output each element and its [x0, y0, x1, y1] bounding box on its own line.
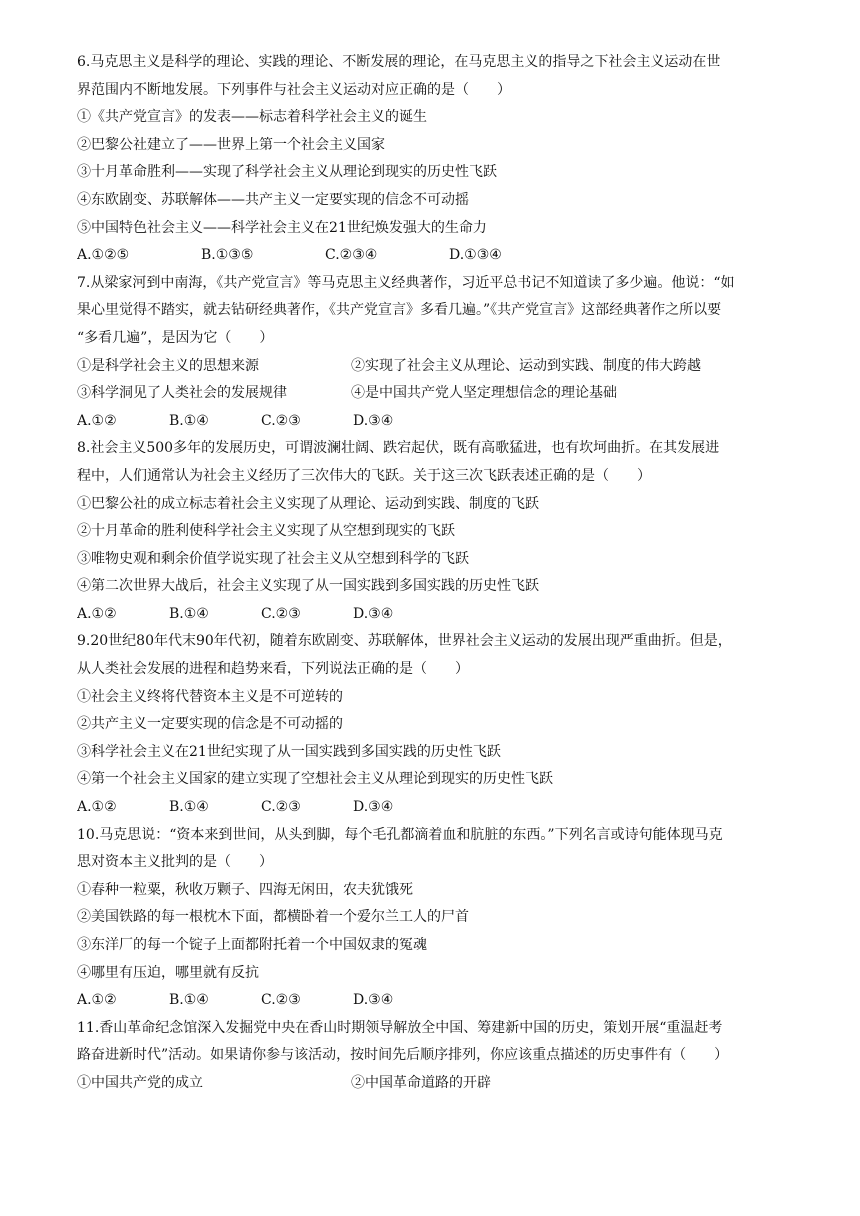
answer-options	[77, 408, 820, 436]
option-a: A.①②	[77, 412, 117, 429]
option-c: C.②③	[261, 992, 301, 1009]
statement-item: ④是中国共产党人坚定理想信念的理论基础	[351, 385, 617, 402]
question-stem-line: 程中，人们通常认为社会主义经历了三次伟大的飞跃。关于这三次飞跃表述正确的是（ ）	[77, 467, 651, 484]
statement-item: ④第一个社会主义国家的建立实现了空想社会主义从理论到现实的历史性飞跃	[77, 771, 553, 788]
question-stem-line: 7.从梁家河到中南海，《共产党宣言》等马克思主义经典著作，习近平总书记不知道读了多少遍。他说：“如	[77, 274, 735, 291]
statement-item: ②十月革命的胜利使科学社会主义实现了从空想到现实的飞跃	[77, 523, 455, 540]
statement-item: ①巴黎公社的成立标志着社会主义实现了从理论、运动到实践、制度的飞跃	[77, 495, 539, 512]
option-b: B.①④	[169, 605, 209, 622]
question-9	[77, 628, 820, 821]
question-stem-line: 10.马克思说：“资本来到世间，从头到脚，每个毛孔都滴着血和肮脏的东西。”下列名言或诗句能体现马克	[77, 826, 723, 843]
option-b: B.①④	[169, 799, 209, 816]
question-stem-line: 从人类社会发展的进程和趋势来看，下列说法正确的是（ ）	[77, 661, 469, 678]
question-stem-line: “多看几遍”，是因为它（ ）	[77, 329, 274, 346]
answer-options	[77, 601, 820, 629]
question-11	[77, 1015, 820, 1098]
option-a: A.①②	[77, 992, 117, 1009]
statement-item: ②美国铁路的每一根枕木下面，都横卧着一个爱尔兰工人的尸首	[77, 909, 469, 926]
statement-item: ①社会主义终将代替资本主义是不可逆转的	[77, 688, 343, 705]
question-stem-line: 11.香山革命纪念馆深入发掘党中央在香山时期领导解放全中国、筹建新中国的历史，策划开展“重温赶考	[77, 1019, 723, 1036]
statement-item: ①是科学社会主义的思想来源	[77, 357, 259, 374]
option-d: D.③④	[353, 412, 394, 429]
option-b: B.①④	[169, 412, 209, 429]
statement-row	[77, 1070, 820, 1098]
statement-item: ③科学社会主义在21世纪实现了从一国实践到多国实践的历史性飞跃	[77, 743, 501, 760]
statement-item: ②巴黎公社建立了——世界上第一个社会主义国家	[77, 136, 385, 153]
statement-item: ②实现了社会主义从理论、运动到实践、制度的伟大跨越	[351, 357, 701, 374]
option-d: D.③④	[353, 992, 394, 1009]
question-stem-line: 路奋进新时代”活动。如果请你参与该活动，按时间先后顺序排列，你应该重点描述的历史事件有（ ）	[77, 1047, 729, 1064]
statement-item: ④东欧剧变、苏联解体——共产主义一定要实现的信念不可动摇	[77, 191, 469, 208]
question-10	[77, 822, 820, 1015]
statement-item: ③东洋厂的每一个锭子上面都附托着一个中国奴隶的冤魂	[77, 937, 427, 953]
statement-item: ③十月革命胜利——实现了科学社会主义从理论到现实的历史性飞跃	[77, 164, 497, 181]
option-c: C.②③④	[325, 247, 378, 264]
question-stem-line: 思对资本主义批判的是（ ）	[77, 854, 273, 871]
option-a: A.①②⑤	[77, 247, 130, 264]
statement-item: ③唯物史观和剩余价值学说实现了社会主义从空想到科学的飞跃	[77, 550, 469, 567]
option-d: D.③④	[353, 799, 394, 816]
option-d: D.③④	[353, 605, 394, 622]
question-8	[77, 435, 820, 628]
option-b: B.①④	[169, 992, 209, 1009]
statement-item: ④第二次世界大战后，社会主义实现了从一国实践到多国实践的历史性飞跃	[77, 578, 539, 595]
statement-item: ②中国革命道路的开辟	[351, 1074, 491, 1091]
option-d: D.①③④	[449, 247, 502, 264]
statement-row	[77, 353, 820, 381]
answer-options	[77, 794, 820, 822]
question-stem-line: 界范围内不断地发展。下列事件与社会主义运动对应正确的是（ ）	[77, 81, 511, 98]
question-stem-line: 6.马克思主义是科学的理论、实践的理论、不断发展的理论，在马克思主义的指导之下社会主义运动在世	[77, 54, 721, 70]
statement-item: ①春种一粒粟，秋收万颗子、四海无闲田，农夫犹饿死	[77, 881, 413, 898]
option-a: A.①②	[77, 799, 117, 816]
statement-item: ③科学洞见了人类社会的发展规律	[77, 385, 287, 402]
statement-item: ①《共产党宣言》的发表——标志着科学社会主义的诞生	[77, 109, 427, 126]
question-stem-line: 8.社会主义500多年的发展历史，可谓波澜壮阔、跌宕起伏，既有高歌猛进，也有坎坷曲折。在其发展进	[77, 440, 720, 457]
question-stem-line: 果心里觉得不踏实，就去钻研经典著作，《共产党宣言》多看几遍。”《共产党宣言》这部经典著作之所以要	[77, 302, 722, 319]
statement-row	[77, 380, 820, 408]
statement-item: ④哪里有压迫，哪里就有反抗	[77, 964, 259, 981]
statement-item: ①中国共产党的成立	[77, 1074, 203, 1091]
question-6	[77, 49, 820, 270]
answer-options	[77, 987, 820, 1015]
answer-options	[77, 242, 820, 270]
option-c: C.②③	[261, 605, 301, 622]
option-a: A.①②	[77, 605, 117, 622]
statement-item: ⑤中国特色社会主义——科学社会主义在21世纪焕发强大的生命力	[77, 219, 487, 236]
question-7	[77, 270, 820, 436]
question-stem-line: 9.20世纪80年代末90年代初，随着东欧剧变、苏联解体，世界社会主义运动的发展出现严重曲折。但是，	[77, 633, 732, 650]
option-c: C.②③	[261, 799, 301, 816]
option-b: B.①③⑤	[201, 247, 254, 264]
statement-item: ②共产主义一定要实现的信念是不可动摇的	[77, 716, 343, 733]
option-c: C.②③	[261, 412, 301, 429]
